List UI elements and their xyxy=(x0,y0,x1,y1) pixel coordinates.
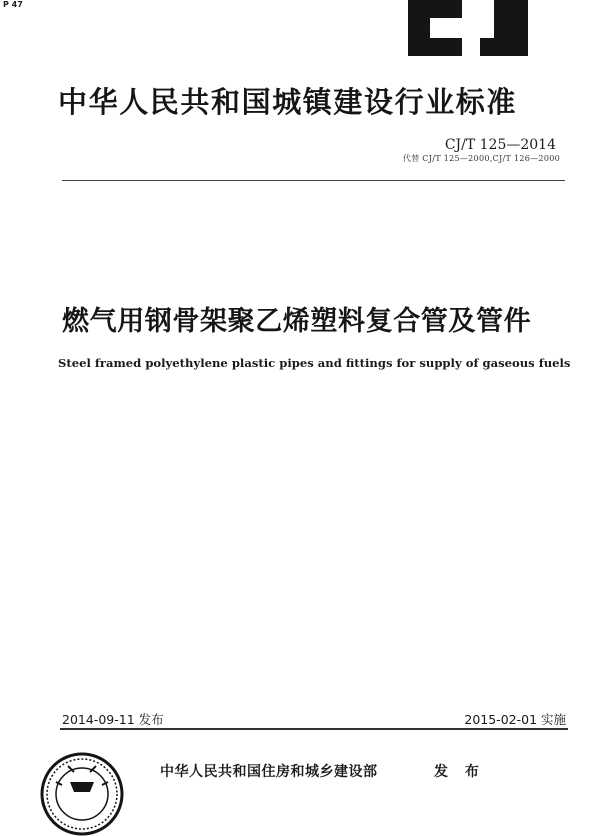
publish-verb: 发 布 xyxy=(434,764,485,780)
document-title-chinese: 燃气用钢骨架聚乙烯塑料复合管及管件 xyxy=(62,306,532,337)
ministry-seal-icon xyxy=(40,752,124,836)
publisher-name: 中华人民共和国住房和城乡建设部 xyxy=(160,764,378,780)
standard-replaces: 代替 CJ/T 125—2000,CJ/T 126—2000 xyxy=(402,154,560,163)
standard-category-title: 中华人民共和国城镇建设行业标准 xyxy=(58,85,518,119)
header-divider xyxy=(62,180,565,181)
cj-logo xyxy=(402,0,532,60)
page-code: P 47 xyxy=(3,0,23,9)
cj-logo-j xyxy=(480,0,528,56)
cj-logo-c xyxy=(408,0,462,56)
implementation-date: 2015-02-01 实施 xyxy=(464,712,566,727)
document-title-english: Steel framed polyethylene plastic pipes and fittings for supply of gaseous fuels xyxy=(58,356,571,370)
standard-number: CJ/T 125—2014 xyxy=(444,137,556,153)
footer-divider xyxy=(60,728,568,730)
issue-date: 2014-09-11 发布 xyxy=(62,712,164,727)
